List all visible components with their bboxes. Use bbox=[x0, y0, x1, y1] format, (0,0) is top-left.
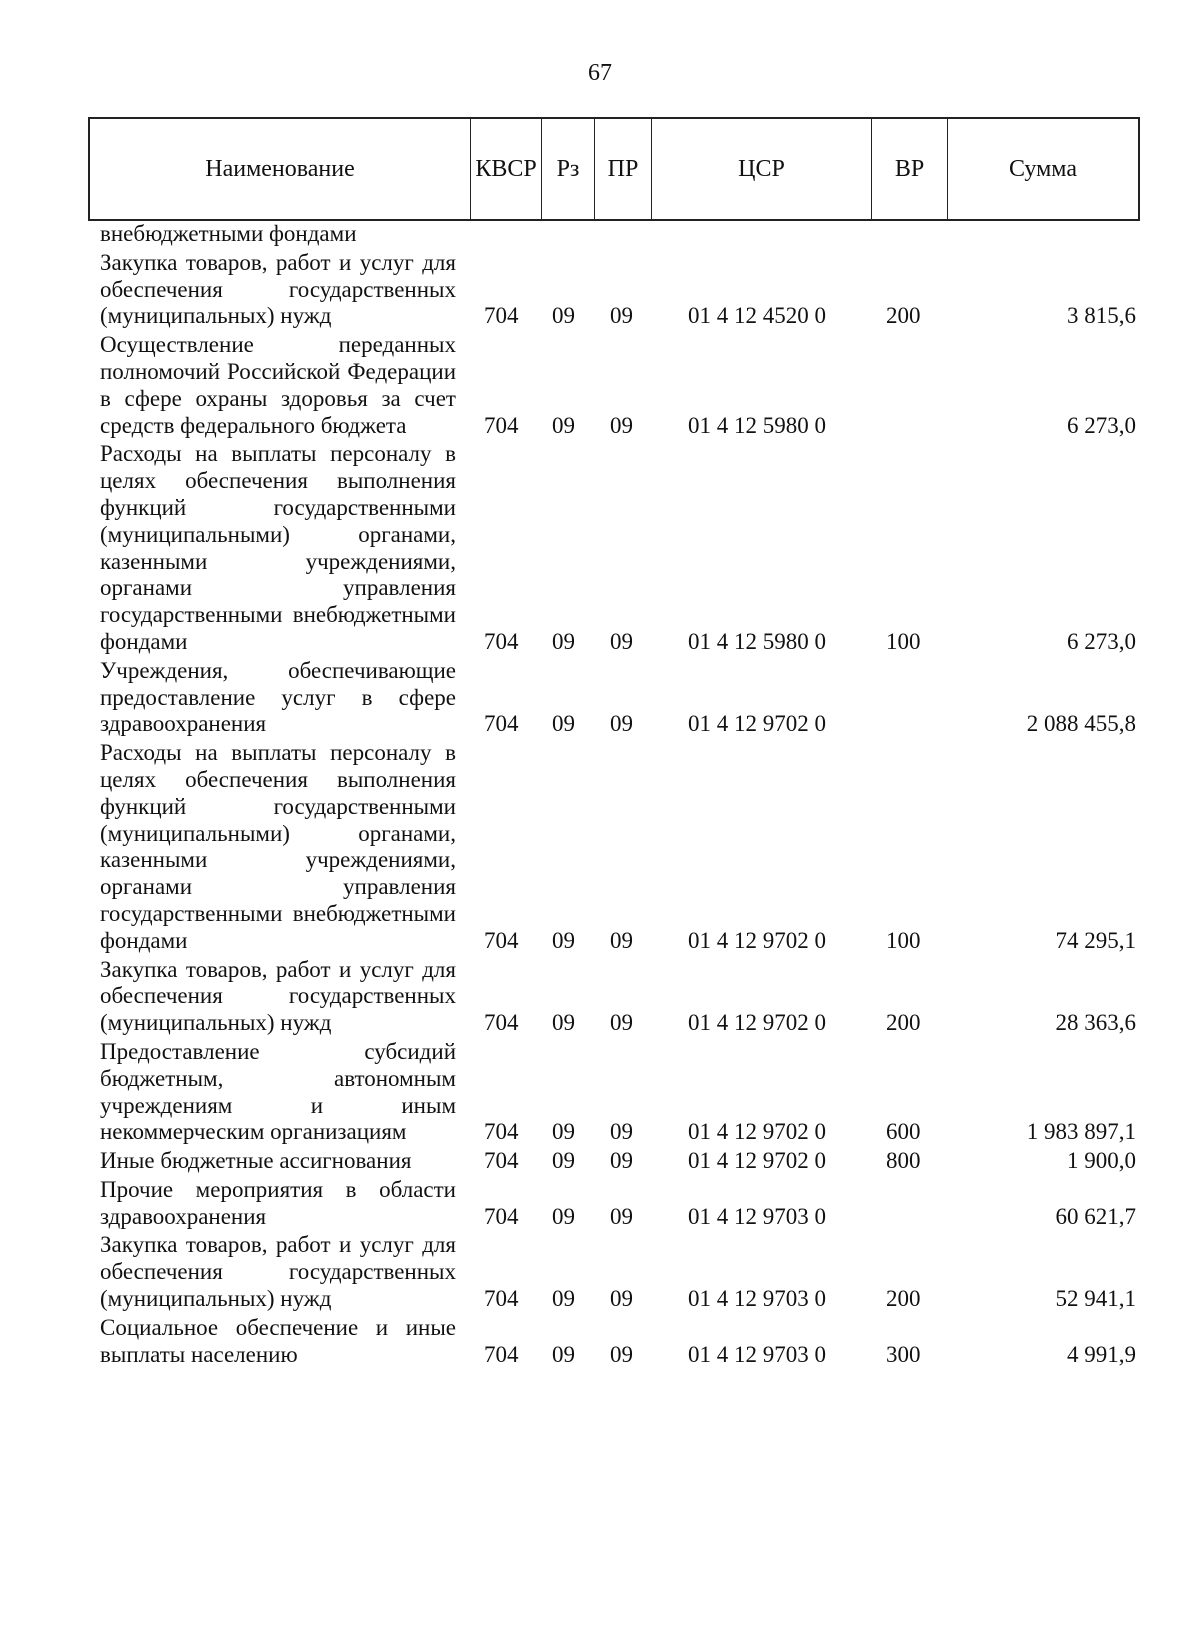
table-row bbox=[0, 1148, 1200, 1175]
sum-cell: 6 273,0 bbox=[1067, 628, 1136, 654]
csr-cell: 01 4 12 9702 0 bbox=[688, 1010, 826, 1036]
pr-cell: 09 bbox=[610, 1286, 633, 1312]
sum-cell: 52 941,1 bbox=[1055, 1286, 1136, 1312]
pr-cell: 09 bbox=[610, 1010, 633, 1036]
column-header-kvsr: КВСР bbox=[471, 119, 542, 219]
table-row bbox=[0, 441, 1200, 655]
table-row bbox=[0, 1039, 1200, 1146]
vr-cell: 600 bbox=[886, 1119, 921, 1145]
table-row bbox=[0, 658, 1200, 738]
kvsr-cell: 704 bbox=[484, 927, 519, 953]
table-header bbox=[88, 117, 1140, 221]
row-name: Закупка товаров, работ и услуг для обеспечения государственных (муниципальных) нужд bbox=[100, 249, 456, 329]
row-name: Осуществление переданных полномочий Российской Федерации в сфере охраны здоровья за счет средств федерального бюджета bbox=[100, 332, 456, 438]
rz-cell: 09 bbox=[552, 412, 575, 438]
rz-cell: 09 bbox=[552, 927, 575, 953]
csr-cell: 01 4 12 9702 0 bbox=[688, 711, 826, 737]
table-row bbox=[0, 740, 1200, 954]
table-row bbox=[0, 221, 1200, 248]
csr-cell: 01 4 12 5980 0 bbox=[688, 628, 826, 654]
kvsr-cell: 704 bbox=[484, 1203, 519, 1229]
sum-cell: 3 815,6 bbox=[1067, 303, 1136, 329]
kvsr-cell: 704 bbox=[484, 628, 519, 654]
table-row bbox=[0, 957, 1200, 1037]
vr-cell: 100 bbox=[886, 927, 921, 953]
table-row bbox=[0, 332, 1200, 439]
row-name: Прочие мероприятия в области здравоохранения bbox=[100, 1176, 456, 1229]
pr-cell: 09 bbox=[610, 1203, 633, 1229]
table-row bbox=[0, 1315, 1200, 1369]
sum-cell: 60 621,7 bbox=[1055, 1203, 1136, 1229]
kvsr-cell: 704 bbox=[484, 303, 519, 329]
rz-cell: 09 bbox=[552, 711, 575, 737]
rz-cell: 09 bbox=[552, 1341, 575, 1367]
csr-cell: 01 4 12 9703 0 bbox=[688, 1203, 826, 1229]
row-name: Расходы на выплаты персоналу в целях обеспечения выполнения функций государственными (муниципальными) органами, казенными учреждениями, органами управления государственными внебюджетными фондами bbox=[100, 740, 456, 953]
row-name: Учреждения, обеспечивающие предоставление услуг в сфере здравоохранения bbox=[100, 657, 456, 737]
sum-cell: 4 991,9 bbox=[1067, 1341, 1136, 1367]
row-name: Социальное обеспечение и иные выплаты населению bbox=[100, 1314, 456, 1367]
kvsr-cell: 704 bbox=[484, 1119, 519, 1145]
column-header-rz: Рз bbox=[542, 119, 595, 219]
pr-cell: 09 bbox=[610, 1119, 633, 1145]
pr-cell: 09 bbox=[610, 412, 633, 438]
row-name: внебюджетными фондами bbox=[100, 221, 357, 246]
table-row bbox=[0, 1177, 1200, 1231]
csr-cell: 01 4 12 4520 0 bbox=[688, 303, 826, 329]
csr-cell: 01 4 12 9702 0 bbox=[688, 1148, 826, 1174]
row-name: Иные бюджетные ассигнования bbox=[100, 1148, 412, 1174]
rz-cell: 09 bbox=[552, 303, 575, 329]
sum-cell: 2 088 455,8 bbox=[1026, 711, 1136, 737]
rz-cell: 09 bbox=[552, 1010, 575, 1036]
pr-cell: 09 bbox=[610, 628, 633, 654]
column-header-name: Наименование bbox=[90, 119, 471, 219]
rz-cell: 09 bbox=[552, 1148, 575, 1174]
rz-cell: 09 bbox=[552, 628, 575, 654]
vr-cell: 100 bbox=[886, 628, 921, 654]
kvsr-cell: 704 bbox=[484, 1341, 519, 1367]
csr-cell: 01 4 12 5980 0 bbox=[688, 412, 826, 438]
column-header-csr: ЦСР bbox=[652, 119, 872, 219]
row-name: Закупка товаров, работ и услуг для обеспечения государственных (муниципальных) нужд bbox=[100, 956, 456, 1036]
column-header-pr: ПР bbox=[595, 119, 652, 219]
table-body bbox=[0, 221, 1200, 1370]
table-row bbox=[0, 1232, 1200, 1312]
pr-cell: 09 bbox=[610, 303, 633, 329]
sum-cell: 6 273,0 bbox=[1067, 412, 1136, 438]
rz-cell: 09 bbox=[552, 1119, 575, 1145]
vr-cell: 200 bbox=[886, 303, 921, 329]
vr-cell: 200 bbox=[886, 1286, 921, 1312]
vr-cell: 300 bbox=[886, 1341, 921, 1367]
pr-cell: 09 bbox=[610, 711, 633, 737]
pr-cell: 09 bbox=[610, 1341, 633, 1367]
kvsr-cell: 704 bbox=[484, 1148, 519, 1174]
sum-cell: 74 295,1 bbox=[1055, 927, 1136, 953]
csr-cell: 01 4 12 9702 0 bbox=[688, 1119, 826, 1145]
sum-cell: 1 983 897,1 bbox=[1026, 1119, 1136, 1145]
sum-cell: 28 363,6 bbox=[1055, 1010, 1136, 1036]
kvsr-cell: 704 bbox=[484, 711, 519, 737]
vr-cell: 800 bbox=[886, 1148, 921, 1174]
kvsr-cell: 704 bbox=[484, 412, 519, 438]
pr-cell: 09 bbox=[610, 1148, 633, 1174]
kvsr-cell: 704 bbox=[484, 1286, 519, 1312]
table-row bbox=[0, 250, 1200, 330]
csr-cell: 01 4 12 9703 0 bbox=[688, 1341, 826, 1367]
sum-cell: 1 900,0 bbox=[1067, 1148, 1136, 1174]
row-name: Расходы на выплаты персоналу в целях обеспечения выполнения функций государственными (муниципальными) органами, казенными учреждениями, органами управления государственными внебюджетными фондами bbox=[100, 441, 456, 654]
pr-cell: 09 bbox=[610, 927, 633, 953]
kvsr-cell: 704 bbox=[484, 1010, 519, 1036]
csr-cell: 01 4 12 9703 0 bbox=[688, 1286, 826, 1312]
column-header-sum: Сумма bbox=[1009, 155, 1077, 182]
rz-cell: 09 bbox=[552, 1286, 575, 1312]
row-name: Предоставление субсидий бюджетным, автономным учреждениям и иным некоммерческим организациям bbox=[100, 1038, 456, 1145]
page-number: 67 bbox=[588, 60, 612, 86]
vr-cell: 200 bbox=[886, 1010, 921, 1036]
csr-cell: 01 4 12 9702 0 bbox=[688, 927, 826, 953]
column-header-vr: ВР bbox=[872, 119, 948, 219]
row-name: Закупка товаров, работ и услуг для обеспечения государственных (муниципальных) нужд bbox=[100, 1232, 456, 1312]
rz-cell: 09 bbox=[552, 1203, 575, 1229]
